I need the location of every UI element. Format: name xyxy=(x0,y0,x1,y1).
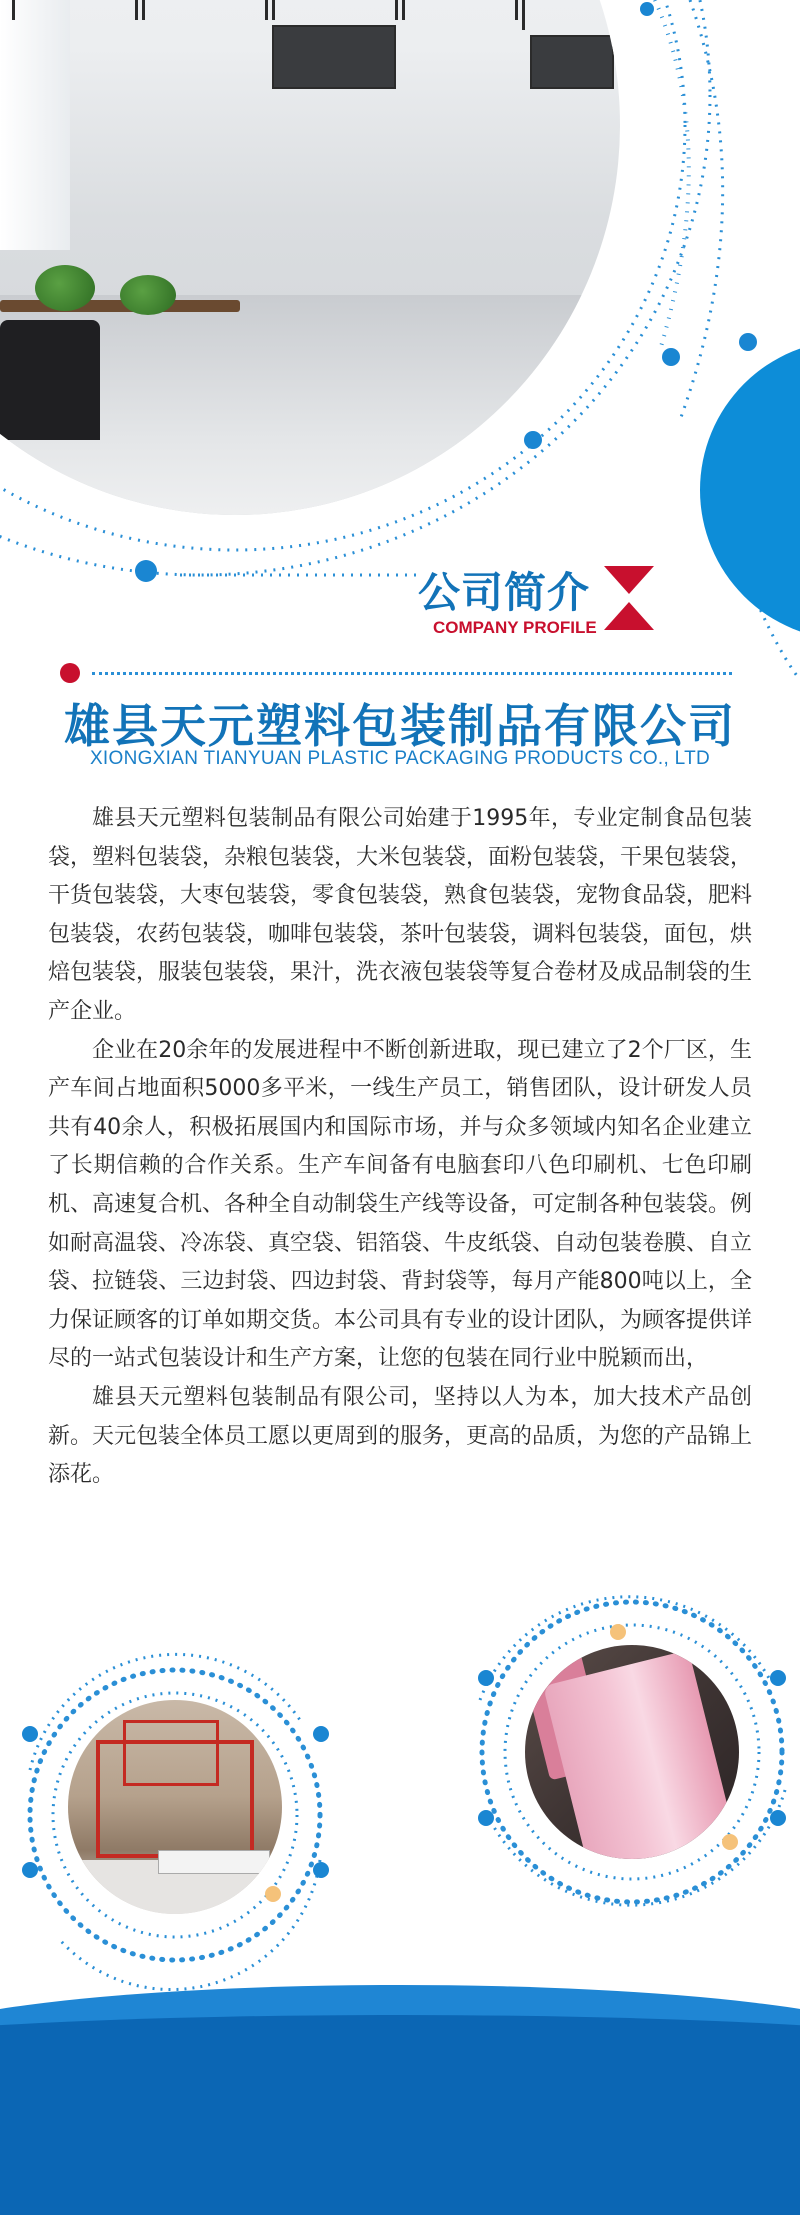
section-subtitle: COMPANY PROFILE xyxy=(433,618,597,637)
decorative-dot xyxy=(22,1862,38,1878)
printed-film-rolls-photo xyxy=(525,1645,739,1859)
decorative-dot xyxy=(478,1810,494,1826)
decorative-dot xyxy=(770,1670,786,1686)
decorative-dot xyxy=(662,348,680,366)
decorative-dot xyxy=(313,1862,329,1878)
dotted-divider xyxy=(92,672,732,675)
company-description xyxy=(48,800,752,1495)
decorative-dot xyxy=(135,560,157,582)
company-name: 雄县天元塑料包装制品有限公司 xyxy=(64,699,736,753)
description-paragraph: 雄县天元塑料包装制品有限公司始建于1995年，专业定制食品包装袋，塑料包装袋，杂粮包装袋，大米包装袋，面粉包装袋，干果包装袋，干货包装袋，大枣包装袋，零食包装袋，熟食包装袋，宠物食品袋，肥料包装袋，农药包装袋，咖啡包装袋，茶叶包装袋，调料包装袋，面包，烘焙包装袋，服装包装袋，果汁，洗衣液包装袋等复合卷材及成品制袋的生产企业。 xyxy=(48,806,753,1024)
decorative-dot xyxy=(610,1624,626,1640)
divider-red-dot xyxy=(60,663,80,683)
factory-photo xyxy=(68,1700,282,1914)
section-title: 公司简介 xyxy=(418,568,591,617)
decorative-dot xyxy=(524,431,542,449)
decorative-dot xyxy=(640,2,654,16)
decorative-dotted-rings xyxy=(0,0,800,720)
description-paragraph: 雄县天元塑料包装制品有限公司，坚持以人为本，加大技术产品创新。天元包装全体员工愿以更周到的服务，更高的品质，为您的产品锦上添花。 xyxy=(48,1384,753,1488)
description-paragraph: 企业在20余年的发展进程中不断创新进取，现已建立了2个厂区，生产车间占地面积5000多平米，一线生产员工，销售团队，设计研发人员共有40余人，积极拓展国内和国际市场，并与众多领域内知名企业建立了长期信赖的合作关系。生产车间备有电脑套印八色印刷机、七色印刷机、高速复合机、各种全自动制袋生产线等设备，可定制各种包装袋。例如耐高温袋、冷冻袋、真空袋、铝箔袋、牛皮纸袋、自动包装卷膜、自立袋、拉链袋、三边封袋、四边封袋、背封袋等，每月产能800吨以上，全力保证顾客的订单如期交货。本公司具有专业的设计团队，为顾客提供详尽的一站式包装设计和生产方案，让您的包装在同行业中脱颖而出， xyxy=(48,1037,753,1372)
decorative-dot xyxy=(478,1670,494,1686)
decorative-dot xyxy=(770,1810,786,1826)
decorative-dot xyxy=(739,333,757,351)
decorative-wave xyxy=(0,2015,800,2215)
decorative-dot xyxy=(313,1726,329,1742)
hourglass-icon xyxy=(604,566,654,630)
decorative-dot xyxy=(22,1726,38,1742)
company-name-english: XIONGXIAN TIANYUAN PLASTIC PACKAGING PRODUCTS CO., LTD xyxy=(89,748,711,769)
